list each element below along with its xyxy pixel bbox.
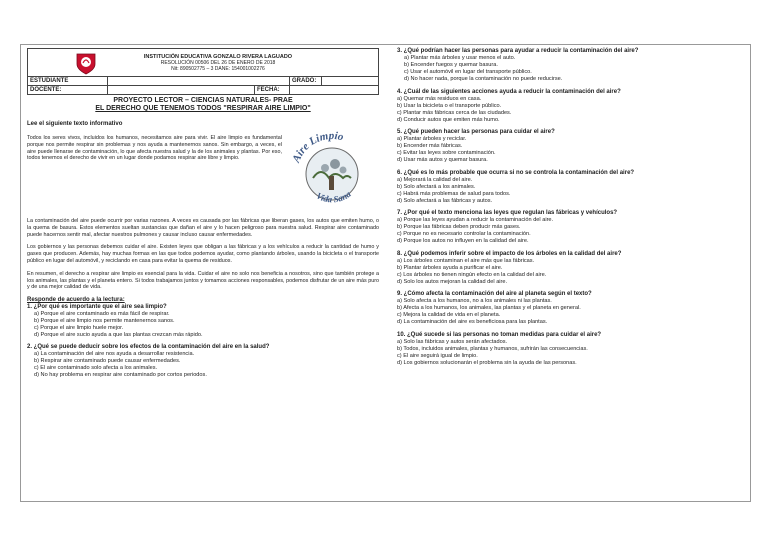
answer-option[interactable]: b) Afecta a los humanos, los animales, las plantas y el planeta en general. [397,305,581,311]
paragraph-3: Los gobiernos y las personas debemos cuidar el aire. Existen leyes que obligan a las fábricas y a los vehículos a reducir la cantidad de humo y gases que producen. Además, hay muchas formas en las que todos podemos ayudar, como plantando árboles, usando la bicicleta o el transporte público en lugar del automóvil, y reciclando en casa para evitar la quema de residuos. [27,244,379,264]
answer-option[interactable]: c) Porque no es necesario controlar la contaminación. [397,231,531,237]
answer-option[interactable]: c) Porque el aire limpio huele mejor. [34,325,124,332]
student-label: ESTUDIANTE [28,77,108,85]
answer-option[interactable]: a) Los árboles contaminan el aire más que las fábricas. [397,257,535,264]
student-field[interactable] [108,77,290,85]
answer-option[interactable]: a) Solo las fábricas y autos serán afectados. [397,338,508,345]
question-block [397,129,737,164]
date-field[interactable] [290,86,378,94]
answer-option[interactable]: b) Respirar aire contaminado puede causar enfermedades. [34,358,181,365]
paragraph-2: La contaminación del aire puede ocurrir por varias razones. A veces es causada por las fábricas que liberan gases, los autos que emiten humo, o la quema de basura. Estos elementos sueltan sustancias que dañan el aire y lo hacen peligroso para nuestra salud. Respirar aire contaminado puede hacernos sentir mal, afectar nuestros pulmones y causar incluso causar enfermedades. [27,218,379,238]
resolution-text: RESOLUCIÓN 00506 DEL 26 DE ENERO DE 2018 [160,59,276,66]
question-title: 2. ¿Qué se puede deducir sobre los efectos de la contaminación del aire en la salud? [27,344,270,351]
question-title: 8. ¿Qué podemos inferir sobre el impacto de los árboles en la calidad del aire? [397,250,622,257]
answer-options [397,96,737,124]
title-block [27,97,379,113]
answer-options [27,351,379,379]
answer-options [397,177,737,205]
question-title: 3. ¿Qué podrían hacer las personas para ayudar a reducir la contaminación del aire? [397,48,639,54]
project-title: PROYECTO LECTOR – CIENCIAS NATURALES- PRAE [113,97,293,104]
question-title: 5. ¿Qué pueden hacer las personas para cuidar el aire? [397,129,555,135]
answer-options [397,339,737,367]
question-block [397,210,737,245]
instruction-text: Lee el siguiente texto informativo [27,121,123,127]
student-row [28,77,378,86]
answer-option[interactable]: b) Usar la bicicleta o el transporte público. [397,102,502,109]
answer-option[interactable]: b) Encender más fábricas. [397,143,463,149]
question-block [27,304,379,339]
respond-label: Responde de acuerdo a la lectura: [27,297,125,304]
grade-field[interactable] [322,77,378,85]
question-block [397,170,737,205]
question-title: 4. ¿Cuál de las siguientes acciones ayuda a reducir la contaminación del aire? [397,88,621,95]
seal-bottom-text: Vida Sana [314,188,353,205]
question-block [397,251,737,286]
nit-text: Nit: 890502775 – 3 DANE: 154001002276 [171,65,265,72]
answer-option[interactable]: d) No hacer nada, porque la contaminación no puede reducirse. [404,76,563,82]
date-label: FECHA: [255,86,290,94]
answer-option[interactable]: d) Los gobiernos solucionarán el problema sin la ayuda de las personas. [397,359,577,366]
answer-option[interactable]: d) Solo afectará a las fábricas y autos. [397,197,493,204]
teacher-label: DOCENTE: [28,86,108,94]
paragraph-1: Todos los seres vivos, incluidos los humanos, necesitamos aire para vivir. El aire limpio es fundamental porque nos permite respirar sin problemas y nos ayuda a mantenernos sanos. Sin embargo, a veces, el aire puede llenarse de contaminación, lo que afecta nuestra salud y la de los animales y plantas. Por eso, todos tenemos el derecho de vivir en un lugar donde podamos respirar aire libre y limpio. [27,135,282,162]
institution-name: INSTITUCIÓN EDUCATIVA GONZALO RIVERA LAGUADO [143,53,293,60]
answer-option[interactable]: a) La contaminación del aire nos ayuda a desarrollar resistencia. [34,351,195,358]
answer-option[interactable]: d) La contaminación del aire es beneficiosa para las plantas. [397,319,548,325]
left-column [27,48,379,384]
answer-option[interactable]: d) Porque los autos no influyen en la calidad del aire. [397,238,529,244]
answer-option[interactable]: d) Solo los autos mejoran la calidad del aire. [397,278,508,285]
clean-air-seal-icon [285,130,379,212]
answer-option[interactable]: a) Plantar árboles y reciclar. [397,136,467,142]
answer-option[interactable]: b) Porque el aire limpio nos permite mantenernos sanos. [34,318,175,325]
answer-option[interactable]: c) Los árboles no tienen ningún efecto en la calidad del aire. [397,271,547,278]
answer-option[interactable]: b) Solo afectará a los animales. [397,183,476,190]
answer-options [397,298,737,326]
answer-option[interactable]: a) Solo afecta a los humanos, no a los animales ni las plantas. [397,298,552,304]
answer-option[interactable]: c) Mejora la calidad de vida en el planeta. [397,312,501,318]
grade-label: GRADO: [290,77,322,85]
answer-option[interactable]: a) Mejorará la calidad del aire. [397,176,473,183]
question-title: 9. ¿Cómo afecta la contaminación del aire al planeta según el texto? [397,291,592,297]
answer-options [397,55,737,83]
question-title: 1. ¿Por qué es importante que el aire sea limpio? [27,304,167,311]
right-questions [397,48,737,372]
answer-option[interactable]: c) El aire seguirá igual de limpio. [397,352,478,359]
question-block [397,291,737,326]
school-logo-icon [74,51,98,75]
paragraph-4: En resumen, el derecho a respirar aire limpio es esencial para la vida. Cuidar el aire no solo nos beneficia a nosotros, sino que también protege a los animales, las plantas y el planeta entero. Si todos trabajamos juntos y tomamos acciones responsables, podemos disfrutar de un aire más puro y de una mejor calidad de vida. [27,270,379,291]
answer-option[interactable]: b) Porque las fábricas deben producir más gases. [397,224,521,230]
question-block [27,344,379,379]
institution-info [98,54,338,72]
answer-option[interactable]: b) Plantar árboles ayuda a purificar el aire. [397,264,503,271]
seal-top-text: Aire Limpio [290,130,345,165]
question-block [397,48,737,83]
answer-options [397,217,737,245]
answer-option[interactable]: b) Todos, incluidos animales, plantas y humanos, sufrirán las consecuencias. [397,345,588,352]
answer-options [27,311,379,339]
answer-option[interactable]: c) Plantar más fábricas cerca de las ciudades. [397,109,512,116]
answer-options [397,258,737,286]
answer-option[interactable]: d) Porque el aire sucio ayuda a que las plantas crezcan más rápido. [34,332,203,339]
question-block [397,89,737,124]
question-title: 7. ¿Por qué el texto menciona las leyes que regulan las fábricas y vehículos? [397,210,618,216]
answer-option[interactable]: c) Evitar las leyes sobre contaminación. [397,150,496,156]
answer-options [397,136,737,164]
answer-option[interactable]: a) Plantar más árboles y usar menos el auto. [404,55,516,61]
answer-option[interactable]: d) Conducir autos que emiten más humo. [397,116,500,123]
header-table [27,48,379,95]
question-title: 6. ¿Qué es lo más probable que ocurra si no se controla la contaminación del aire? [397,169,635,176]
question-title: 10. ¿Qué sucede si las personas no toman medidas para cuidar el aire? [397,331,602,338]
answer-option[interactable]: c) Habrá más problemas de salud para todos. [397,190,511,197]
reading-title: EL DERECHO QUE TENEMOS TODOS "RESPIRAR AIRE LIMPIO" [95,105,311,112]
teacher-field[interactable] [108,86,255,94]
question-block [397,332,737,367]
answer-option[interactable]: d) Usar más autos y quemar basura. [397,157,488,163]
institution-row [28,49,378,77]
intro-section [27,130,379,212]
answer-option[interactable]: c) El aire contaminado solo afecta a los animales. [34,365,158,372]
answer-option[interactable]: a) Quemar más residuos en casa. [397,95,482,102]
answer-option[interactable]: a) Porque el aire contaminado es más fácil de respirar. [34,311,170,318]
teacher-row [28,86,378,94]
answer-option[interactable]: d) No hay problema en respirar aire contaminado por cortos periodos. [34,372,207,379]
answer-option[interactable]: c) Usar el automóvil en lugar del transporte público. [404,69,532,75]
left-questions [27,304,379,379]
answer-option[interactable]: b) Encender fuegos y quemar basura. [404,62,498,68]
answer-option[interactable]: a) Porque las leyes ayudan a reducir la contaminación del aire. [397,217,554,223]
